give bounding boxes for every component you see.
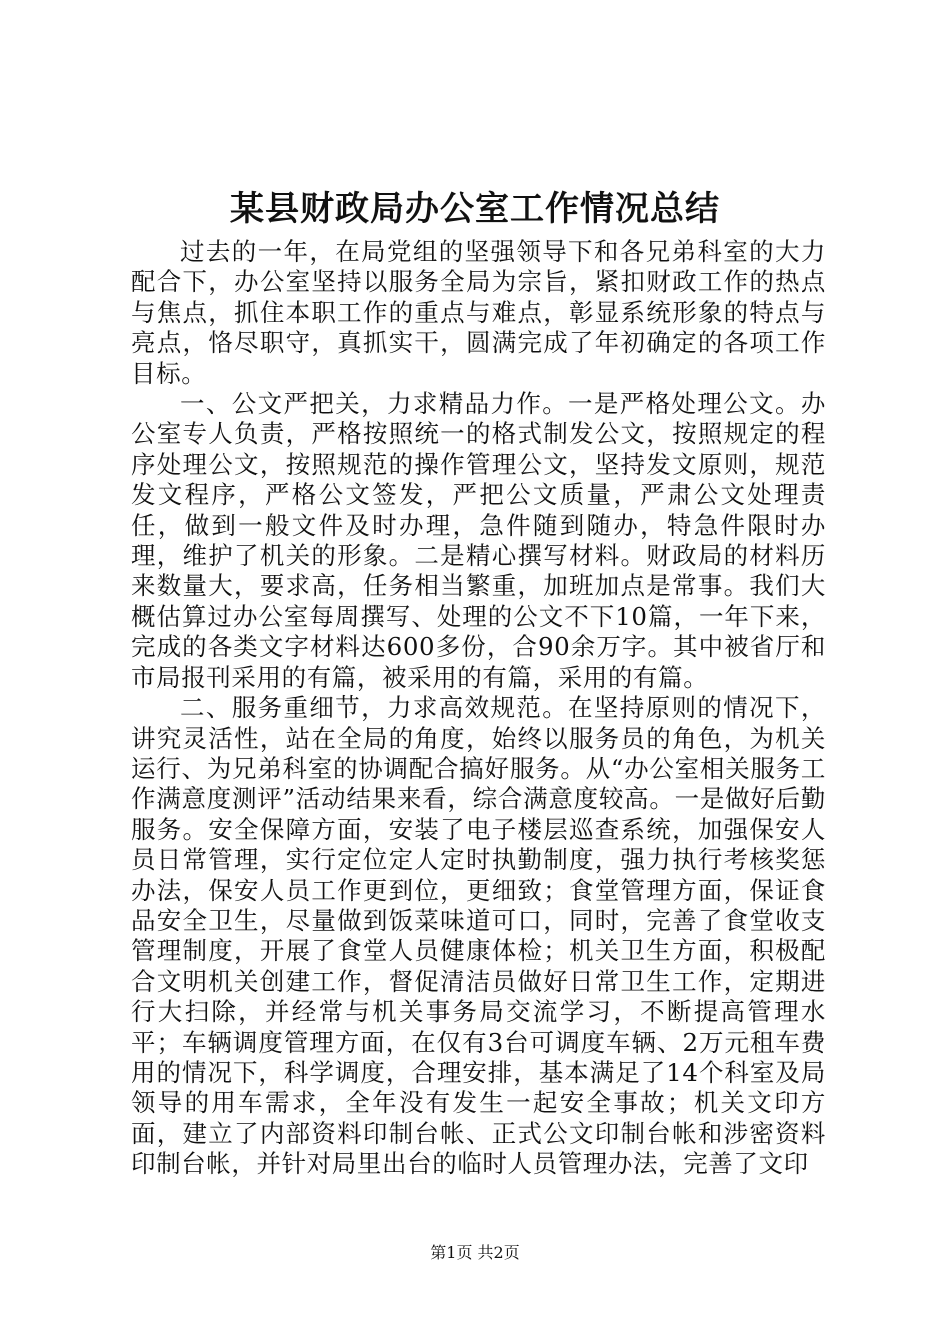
paragraph-intro: 过去的一年，在局党组的坚强领导下和各兄弟科室的大力配合下，办公室坚持以服务全局为宗旨，紧扣财政工作的热点与焦点，抓住本职工作的重点与难点，彰显系统形象的特点与亮点，恪尽职守，真抓实干，圆满完成了年初确定的各项工作目标。 (131, 237, 826, 388)
paragraph-section-2: 二、服务重细节，力求高效规范。在坚持原则的情况下，讲究灵活性，站在全局的角度，始终以服务员的角色，为机关运行、为兄弟科室的协调配合搞好服务。从“办公室相关服务工作满意度测评”活动结果来看，综合满意度较高。一是做好后勤服务。安全保障方面，安装了电子楼层巡查系统，加强保安人员日常管理，实行定位定人定时执勤制度，强力执行考核奖惩办法，保安人员工作更到位，更细致；食堂管理方面，保证食品安全卫生，尽量做到饭菜味道可口，同时，完善了食堂收支管理制度，开展了食堂人员健康体检；机关卫生方面，积极配合文明机关创建工作，督促清洁员做好日常卫生工作，定期进行大扫除，并经常与机关事务局交流学习，不断提高管理水平；车辆调度管理方面，在仅有3台可调度车辆、2万元租车费用的情况下，科学调度，合理安排，基本满足了14个科室及局领导的用车需求，全年没有发生一起安全事故；机关文印方面，建立了内部资料印制台帐、正式公文印制台帐和涉密资料印制台帐，并针对局里出台的临时人员管理办法，完善了文印 (131, 693, 826, 1179)
page-number-footer: 第1页 共2页 (430, 1243, 520, 1262)
document-title: 某县财政局办公室工作情况总结 (230, 189, 720, 229)
paragraph-section-1: 一、公文严把关，力求精品力作。一是严格处理公文。办公室专人负责，严格按照统一的格式制发公文，按照规定的程序处理公文，按照规范的操作管理公文，坚持发文原则，规范发文程序，严格公文签发，严把公文质量，严肃公文处理责任，做到一般文件及时办理，急件随到随办，特急件限时办理，维护了机关的形象。二是精心撰写材料。财政局的材料历来数量大，要求高，任务相当繁重，加班加点是常事。我们大概估算过办公室每周撰写、处理的公文不下10篇，一年下来，完成的各类文字材料达600多份，合90余万字。其中被省厅和市局报刊采用的有篇，被采用的有篇，采用的有篇。 (131, 389, 826, 692)
document-body (131, 237, 826, 1180)
